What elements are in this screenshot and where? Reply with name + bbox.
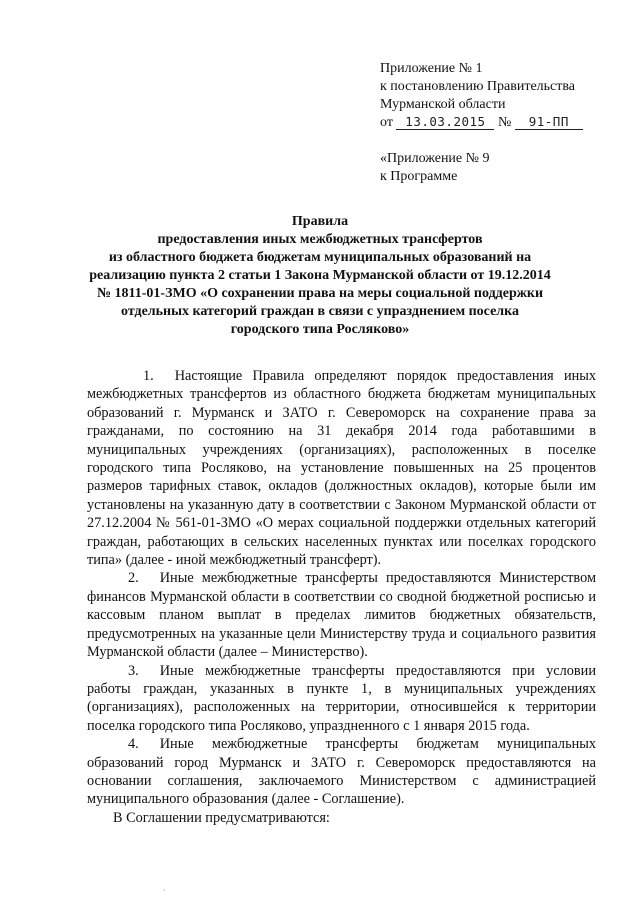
paragraph-4 bbox=[87, 735, 596, 809]
document-body bbox=[87, 367, 596, 827]
program-annex-header bbox=[380, 150, 620, 186]
annex-line-3: Мурманской области bbox=[380, 97, 506, 112]
annex-header bbox=[380, 60, 620, 132]
title-line: реализацию пункта 2 статьи 1 Закона Мурманской области от 19.12.2014 bbox=[89, 268, 551, 283]
paragraph-2 bbox=[87, 569, 596, 661]
annex-line-1: Приложение № 1 bbox=[380, 61, 483, 76]
decree-number: 91-ПП bbox=[515, 114, 583, 130]
title-line: предоставления иных межбюджетных трансфертов bbox=[157, 232, 483, 247]
number-prefix: № bbox=[497, 115, 512, 130]
document-title bbox=[80, 213, 560, 339]
paragraph-text: Иные межбюджетные трансферты бюджетам муниципальных образований город Мурманск и ЗАТО г. Североморск предоставляются на основании соглашения, заключаемого Министерством с администрацией муниципального образования (далее - Соглашение). bbox=[87, 736, 596, 808]
decree-date: 13.03.2015 bbox=[396, 114, 494, 130]
paragraph-number: 3. bbox=[128, 662, 139, 679]
title-line: отдельных категорий граждан в связи с упразднением поселка bbox=[121, 304, 519, 319]
paragraph-text: Иные межбюджетные трансферты предоставляются при условии работы граждан, указанных в пункте 1, в муниципальных учреждениях (организациях), расположенных на территории, относившейся к территории поселка городского типа Росляково, упраздненного с 1 января 2015 года. bbox=[87, 662, 596, 734]
paragraph-number: 2. bbox=[128, 570, 139, 587]
title-line: Правила bbox=[291, 214, 349, 229]
paragraph-text: Иные межбюджетные трансферты предоставляются Министерством финансов Мурманской области в соответствии со сводной бюджетной росписью и кассовым планом выплат в пределах лимитов бюджетных обязательств, предусмотренных на указанные цели Министерству труда и социального развития Мурманской области (далее – Министерство). bbox=[87, 570, 596, 661]
closing-line: В Соглашении предусматриваются: bbox=[113, 809, 330, 826]
paragraph-1 bbox=[87, 367, 596, 569]
paragraph-number: 4. bbox=[128, 736, 139, 753]
annex-line-2: к постановлению Правительства bbox=[380, 79, 576, 94]
program-annex-line-1: «Приложение № 9 bbox=[380, 151, 490, 166]
from-prefix: от bbox=[380, 115, 393, 130]
paragraph-text: Настоящие Правила определяют порядок предоставления иных межбюджетных трансфертов из областного бюджета бюджетам муниципальных образований г. Мурманск и ЗАТО г. Североморск на сохранение права за гражданами, по состоянию на 31 декабря 2014 года работавшими в муниципальных учреждениях (организациях), расположенных в поселке городского типа Росляково, на установление повышенных на 25 процентов размеров тарифных ставок, окладов (должностных окладов), которые были им установлены на указанную дату в соответствии с Законом Мурманской области от 27.12.2004 № 561-01-ЗМО «О мерах социальной поддержки отдельных категорий граждан, работающих в сельских населенных пунктах или поселках городского типа» (далее - иной межбюджетный трансферт). bbox=[87, 368, 596, 569]
program-annex-line-2: к Программе bbox=[380, 169, 458, 184]
annex-date-line bbox=[380, 114, 620, 132]
paragraph-number: 1. bbox=[143, 368, 154, 384]
scan-speck: · bbox=[163, 886, 166, 895]
title-line: городского типа Росляково» bbox=[230, 322, 410, 337]
title-line: № 1811-01-ЗМО «О сохранении права на меры социальной поддержки bbox=[96, 286, 544, 301]
title-line: из областного бюджета бюджетам муниципальных образований на bbox=[108, 250, 532, 265]
paragraph-3 bbox=[87, 662, 596, 736]
